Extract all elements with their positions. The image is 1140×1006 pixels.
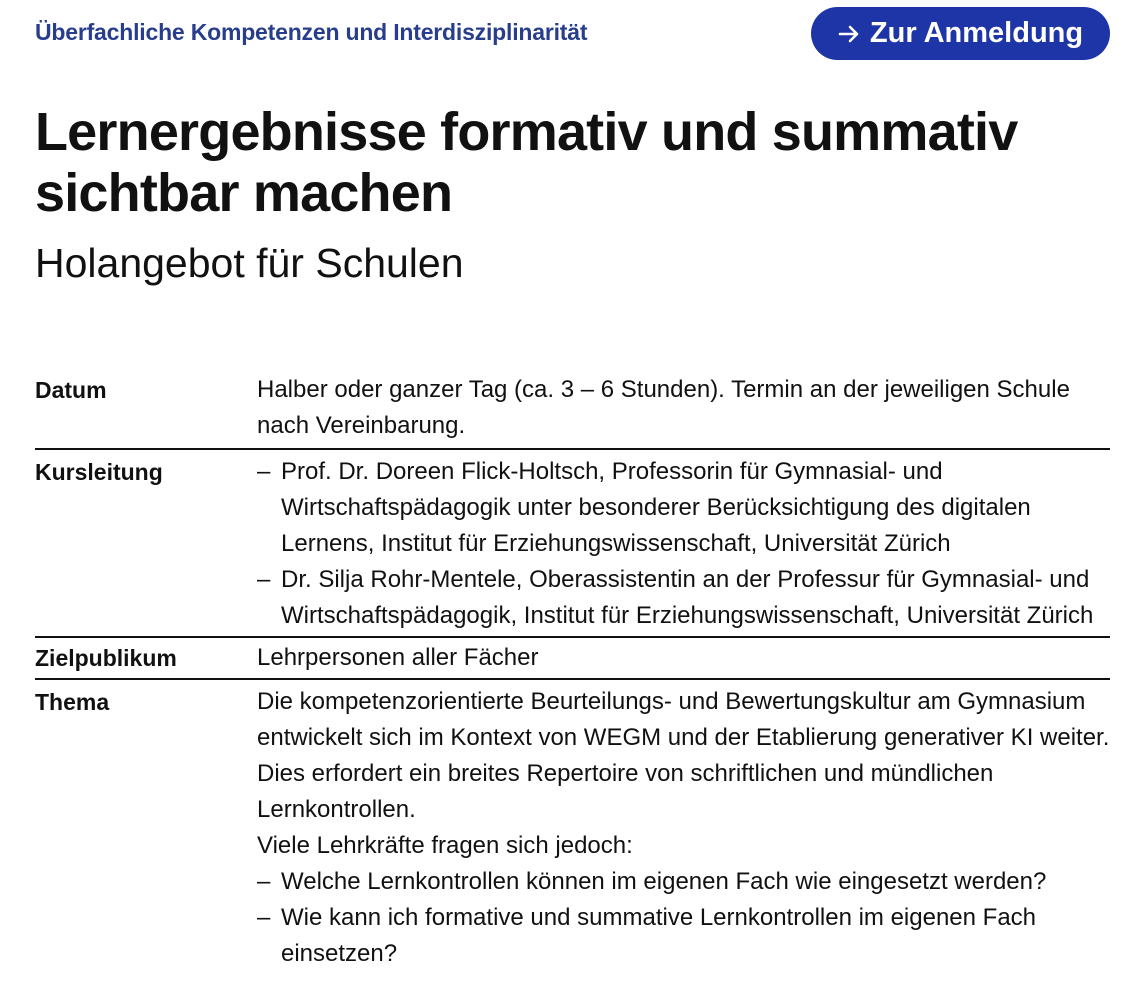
- detail-row-thema: [35, 680, 1110, 972]
- list-item: – Wie kann ich formative und summative Lernkontrollen im eigenen Fach einsetzen?: [257, 900, 1110, 972]
- list-item: – Dr. Silja Rohr-Mentele, Oberassistentin an der Professur für Gymnasial- und Wirtschaftspädagogik, Institut für Erziehungswissenschaft, Universität Zürich: [257, 562, 1110, 634]
- thema-intro: Viele Lehrkräfte fragen sich jedoch:: [257, 832, 633, 859]
- detail-label: Zielpublikum: [35, 645, 177, 671]
- list-item: – Welche Lernkontrollen können im eigenen Fach wie eingesetzt werden?: [257, 864, 1110, 900]
- register-button-label: Zur Anmeldung: [869, 17, 1084, 49]
- course-details: [35, 372, 1110, 972]
- instructor-list: [257, 454, 1110, 634]
- thema-paragraph: Die kompetenzorientierte Beurteilungs- und Bewertungskultur am Gymnasium entwickelt sich im Kontext von WEGM und der Etablierung generativer KI weiter. Dies erfordert ein breites Repertoire von schriftlichen und mündlichen Lernkontrollen.: [257, 688, 1110, 823]
- page-title: Lernergebnisse formativ und summativ sichtbar machen: [35, 102, 1018, 223]
- question-list: [257, 864, 1110, 972]
- arrow-right-icon: [838, 23, 860, 45]
- category-label: Überfachliche Kompetenzen und Interdisziplinarität: [35, 19, 588, 45]
- register-button[interactable]: [811, 7, 1110, 60]
- page-subtitle: Holangebot für Schulen: [35, 240, 464, 286]
- detail-value: [257, 640, 1110, 676]
- detail-row-zielpublikum: [35, 638, 1110, 680]
- detail-label: Kursleitung: [35, 459, 163, 485]
- zielpublikum-text: Lehrpersonen aller Fächer: [257, 644, 539, 671]
- list-item: – Prof. Dr. Doreen Flick-Holtsch, Professorin für Gymnasial- und Wirtschaftspädagogik unter besonderer Berücksichtigung des digitalen Lernens, Institut für Erziehungswissenschaft, Universität Zürich: [257, 454, 1110, 562]
- detail-value: [257, 684, 1110, 972]
- datum-text: Halber oder ganzer Tag (ca. 3 – 6 Stunden). Termin an der jeweiligen Schule nach Vereinbarung.: [257, 376, 1070, 439]
- detail-row-kursleitung: [35, 450, 1110, 638]
- detail-value: [257, 454, 1110, 634]
- detail-row-datum: [35, 372, 1110, 450]
- top-bar: [0, 0, 1140, 66]
- detail-label: Thema: [35, 689, 110, 715]
- detail-label: Datum: [35, 377, 107, 403]
- detail-value: [257, 372, 1110, 444]
